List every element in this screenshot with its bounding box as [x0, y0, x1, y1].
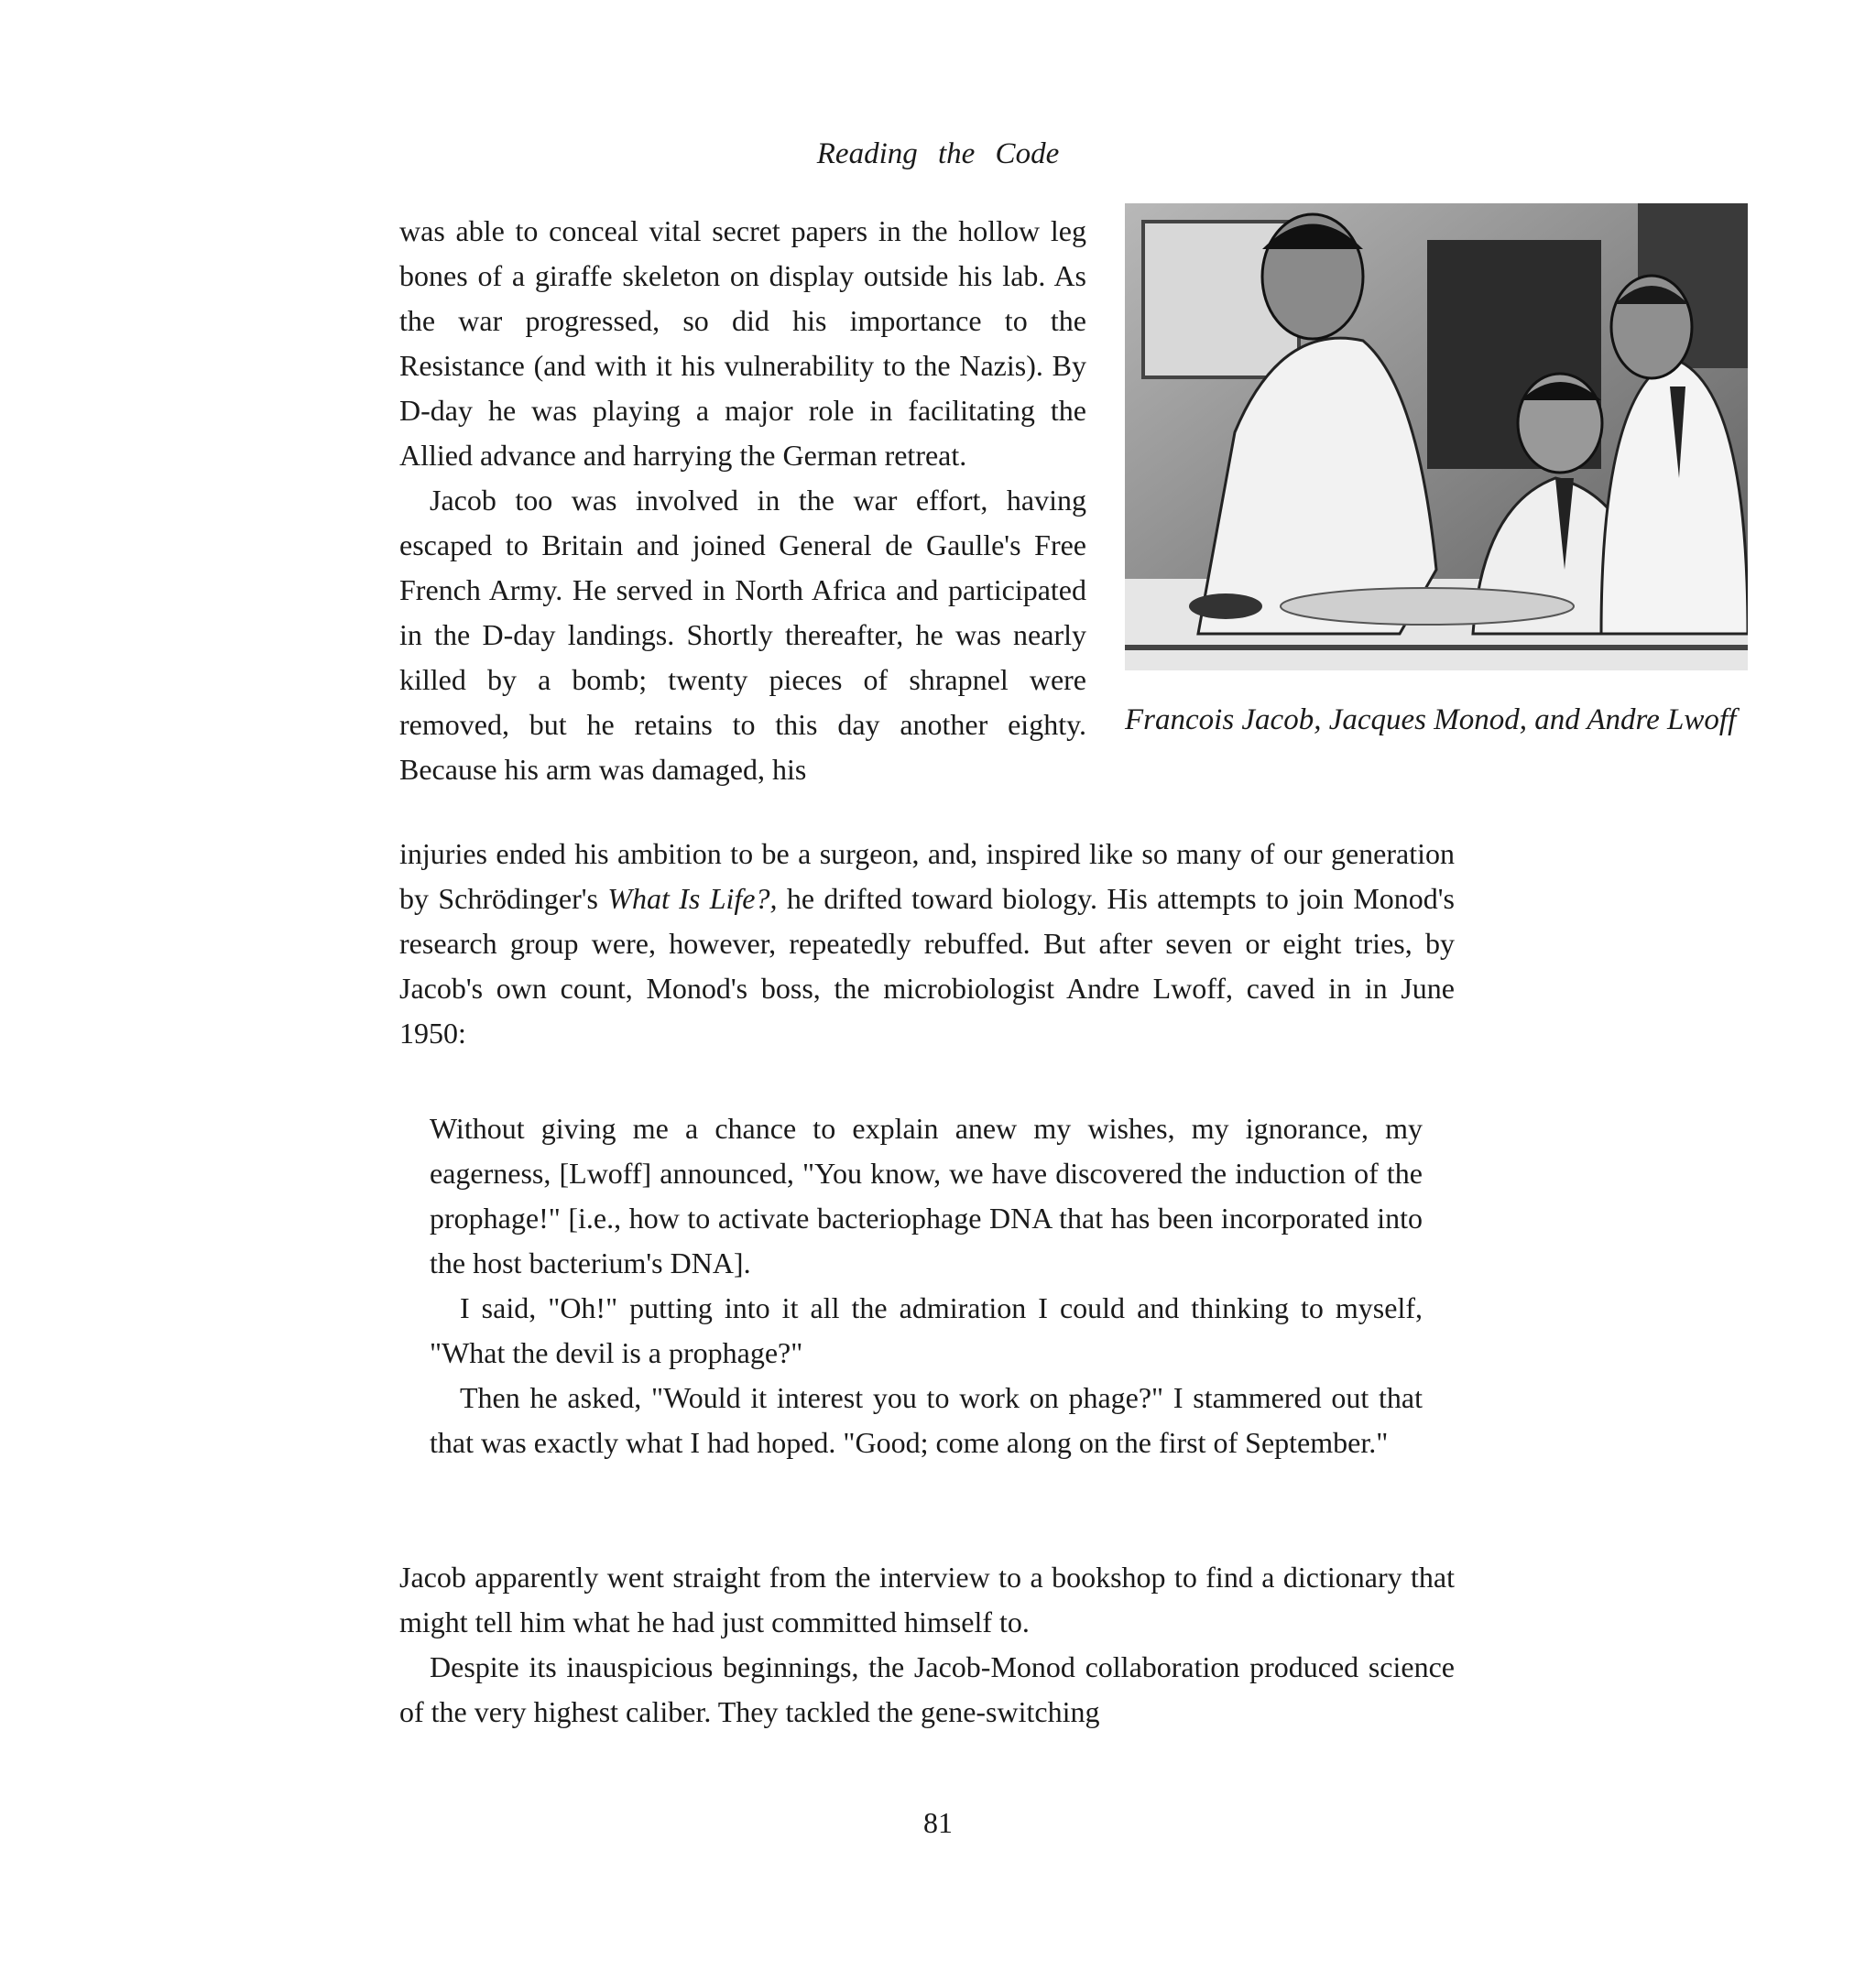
body-text-after-quote: [399, 1555, 1455, 1735]
block-quote: [430, 1106, 1423, 1465]
page-number: 81: [923, 1806, 953, 1839]
paragraph: was able to conceal vital secret papers in the hollow leg bones of a giraffe skeleton on display outside his lab. As the war progressed, so did his importance to the Resistance (and with it his vulnerability to the Nazis). By D-day he was playing a major role in facilitating the Allied advance and harrying the German retreat.: [399, 214, 1086, 472]
quote-paragraph: Without giving me a chance to explain anew my wishes, my ignorance, my eagerness, [Lwoff] announced, "You know, we have discovered the induction of the prophage!" [i.e., how to activate bacteriophage DNA that has been incorporated into the host bacterium's DNA].: [430, 1112, 1423, 1279]
text-segment: injuries ended his ambition to be a surgeon, and, inspired like so many of our generation by Schrödinger's: [399, 837, 1455, 915]
text-segment: he drifted toward biology. His attempts to join Monod's research group were, however, repeatedly rebuffed. But after seven or eight tries, by Jacob's own count, Monod's boss, the microbiologist Andre Lwoff, caved in in June 1950:: [399, 882, 1456, 1050]
photo-illustration: [1125, 203, 1748, 670]
body-text-narrow-column: [399, 209, 1086, 792]
paragraph: Despite its inauspicious beginnings, the Jacob-Monod collaboration produced science of the very highest caliber. They tackled the gene-switching: [399, 1650, 1455, 1728]
running-head: Reading the Code: [816, 137, 1060, 170]
quote-paragraph: Then he asked, "Would it interest you to work on phage?" I stammered out that that was exactly what I had hoped. "Good; come along on the first of September.": [430, 1381, 1423, 1459]
quote-paragraph: I said, "Oh!" putting into it all the admiration I could and thinking to myself, "What the devil is a prophage?": [430, 1291, 1423, 1369]
paragraph-continued: [399, 832, 1455, 1056]
book-title: What Is Life?,: [607, 882, 778, 915]
paragraph: Jacob apparently went straight from the interview to a bookshop to find a dictionary that might tell him what he had just committed himself to.: [399, 1561, 1455, 1638]
figure-caption: Francois Jacob, Jacques Monod, and Andre Lwoff: [1125, 703, 1737, 736]
photo-jacob-monod-lwoff: [1125, 203, 1748, 670]
body-text-wide-column: [399, 832, 1455, 1056]
paragraph: Jacob too was involved in the war effort, having escaped to Britain and joined General de Gaulle's Free French Army. He served in North Africa and participated in the D-day landings. Shortly thereafter, he was nearly killed by a bomb; twenty pieces of shrapnel were removed, but he retains to this day another eighty. Because his arm was damaged, his: [399, 484, 1086, 786]
